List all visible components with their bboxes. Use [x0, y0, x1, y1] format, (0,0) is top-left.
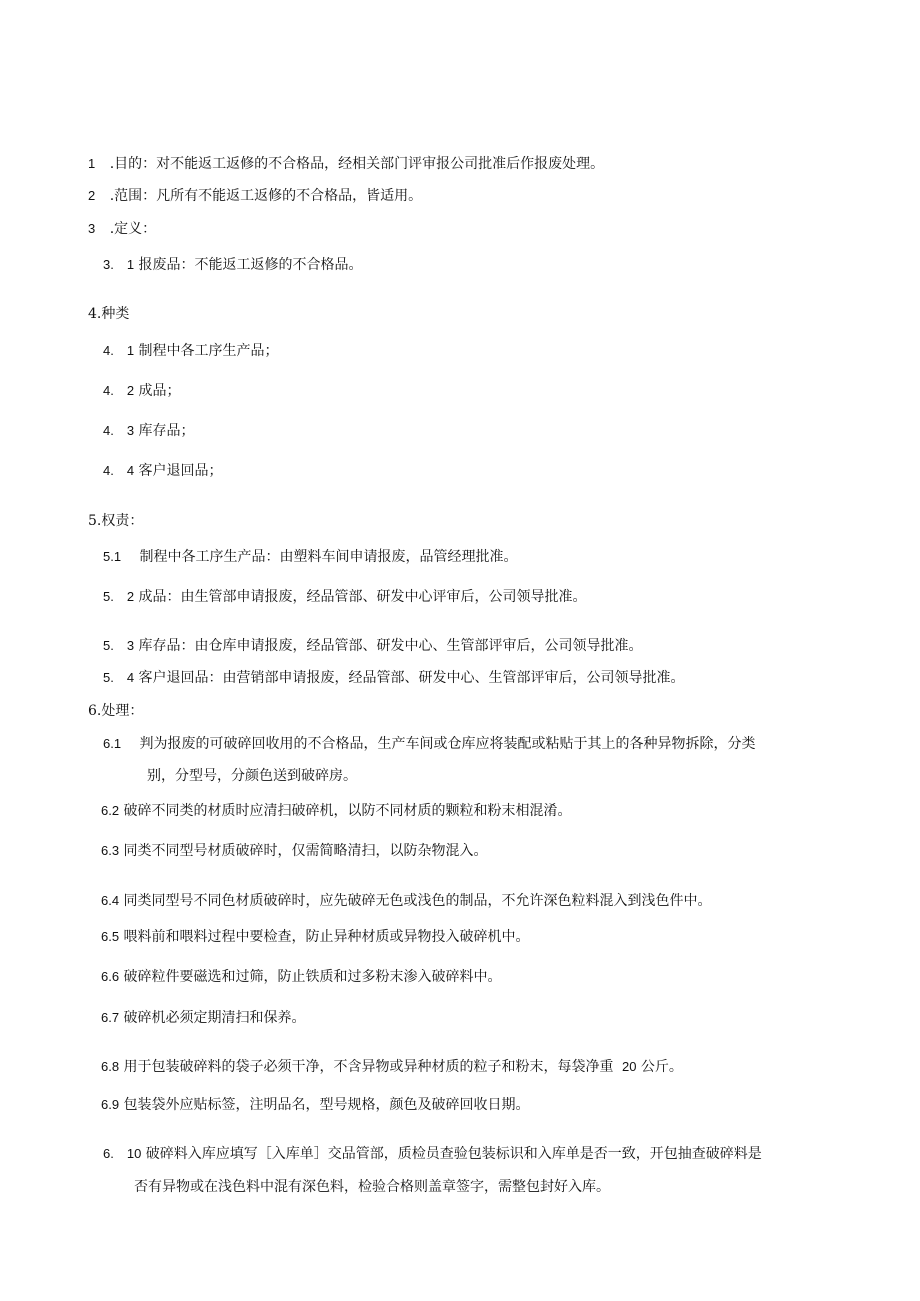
- subsection-text: 库存品；: [138, 423, 195, 439]
- subsection-5-4: [103, 668, 685, 688]
- subsection-3-1: [103, 255, 363, 275]
- subsection-text: 用于包装破碎料的袋子必须干净，不含异物或异种材质的粒子和粉末，每袋净重: [123, 1059, 614, 1075]
- subsection-4-3: [103, 421, 195, 441]
- subsection-text: 包装袋外应贴标签，注明品名，型号规格，颜色及破碎回收日期。: [123, 1097, 530, 1113]
- subsection-6-1: [103, 734, 756, 754]
- subsection-number: 4. 2: [103, 383, 135, 398]
- section-text: .目的：对不能返工返修的不合格品，经相关部门评审报公司批准后作报废处理。: [109, 156, 605, 172]
- subsection-number: 6.6: [101, 969, 120, 984]
- subsection-6-4: [101, 891, 712, 911]
- subsection-number: 3. 1: [103, 257, 135, 272]
- subsection-number: 5. 2: [103, 589, 135, 604]
- section-1: [88, 154, 604, 174]
- subsection-text: 判为报废的可破碎回收用的不合格品，生产车间或仓库应将装配或粘贴于其上的各种异物拆除，分类: [139, 736, 756, 752]
- subsection-number: 6.8: [101, 1059, 120, 1074]
- section-number: 3: [88, 221, 96, 236]
- subsection-number: 6.4: [101, 893, 120, 908]
- subsection-text: 公斤。: [640, 1059, 683, 1075]
- subsection-6-9: [101, 1095, 530, 1115]
- subsection-text: 成品；: [138, 383, 181, 399]
- subsection-text: 喂料前和喂料过程中要检查，防止异种材质或异物投入破碎机中。: [123, 929, 530, 945]
- subsection-text: 报废品：不能返工返修的不合格品。: [138, 257, 363, 273]
- subsection-text: 制程中各工序生产品；: [138, 343, 279, 359]
- section-heading: 4.种类: [88, 306, 130, 322]
- section-heading: 6.处理：: [88, 703, 144, 719]
- subsection-6-3: [101, 841, 488, 861]
- subsection-text: 破碎机必须定期清扫和保养。: [123, 1010, 306, 1026]
- subsection-number: 4. 4: [103, 463, 135, 478]
- subsection-number: 6. 10: [103, 1146, 142, 1161]
- subsection-number: 4. 1: [103, 343, 135, 358]
- section-number: 2: [88, 188, 96, 203]
- subsection-6-7: [101, 1008, 306, 1028]
- section-heading: 5.权责：: [88, 513, 144, 529]
- subsection-text: 破碎粒件要磁选和过筛，防止铁质和过多粉末渗入破碎料中。: [123, 969, 502, 985]
- subsection-6-5: [101, 927, 530, 947]
- section-number: 1: [88, 156, 96, 171]
- subsection-number: 6.5: [101, 929, 120, 944]
- subsection-4-4: [103, 461, 223, 481]
- section-2: [88, 186, 422, 206]
- subsection-6-6: [101, 967, 502, 987]
- subsection-text: 成品：由生管部申请报废，经品管部、研发中心评审后，公司领导批准。: [138, 589, 587, 605]
- subsection-4-1: [103, 341, 279, 361]
- subsection-text: 否有异物或在浅色料中混有深色料，检验合格则盖章签字，需整包封好入库。: [134, 1179, 610, 1195]
- subsection-6-8: [101, 1057, 683, 1077]
- subsection-number: 6.2: [101, 803, 120, 818]
- subsection-number: 6.3: [101, 843, 120, 858]
- subsection-number: 5.1: [103, 549, 122, 564]
- subsection-6-10-continued: [134, 1177, 610, 1197]
- subsection-text: 破碎不同类的材质时应清扫破碎机，以防不同材质的颗粒和粉末相混淆。: [123, 803, 572, 819]
- subsection-text: 破碎料入库应填写［入库单］交品管部，质检员查验包装标识和入库单是否一致，开包抽查破碎料是: [145, 1146, 762, 1162]
- subsection-text: 同类同型号不同色材质破碎时，应先破碎无色或浅色的制品，不允许深色粒料混入到浅色件中。: [123, 893, 712, 909]
- subsection-5-1: [103, 547, 518, 567]
- subsection-6-1-continued: [147, 766, 357, 786]
- section-text: .范围：凡所有不能返工返修的不合格品，皆适用。: [109, 188, 423, 204]
- subsection-6-2: [101, 801, 572, 821]
- subsection-text: 别，分型号，分颜色送到破碎房。: [147, 768, 357, 784]
- section-6: [88, 701, 143, 721]
- subsection-text: 同类不同型号材质破碎时，仅需简略清扫，以防杂物混入。: [123, 843, 488, 859]
- section-5: [88, 511, 143, 531]
- subsection-text: 客户退回品；: [138, 463, 223, 479]
- section-3: [88, 219, 156, 239]
- subsection-text: 库存品：由仓库申请报废，经品管部、研发中心、生管部评审后，公司领导批准。: [138, 638, 643, 654]
- subsection-number: 5. 3: [103, 638, 135, 653]
- subsection-6-10: [103, 1144, 762, 1164]
- section-text: .定义：: [109, 221, 157, 237]
- subsection-number: 6.1: [103, 736, 122, 751]
- subsection-number: 5. 4: [103, 670, 135, 685]
- subsection-5-2: [103, 587, 587, 607]
- section-4: [88, 304, 129, 324]
- subsection-number: 6.7: [101, 1010, 120, 1025]
- subsection-4-2: [103, 381, 181, 401]
- subsection-text: 制程中各工序生产品：由塑料车间申请报废，品管经理批准。: [139, 549, 518, 565]
- subsection-number: 6.9: [101, 1097, 120, 1112]
- weight-value: 20: [621, 1059, 637, 1074]
- subsection-5-3: [103, 636, 643, 656]
- subsection-text: 客户退回品：由营销部申请报废，经品管部、研发中心、生管部评审后，公司领导批准。: [138, 670, 685, 686]
- subsection-number: 4. 3: [103, 423, 135, 438]
